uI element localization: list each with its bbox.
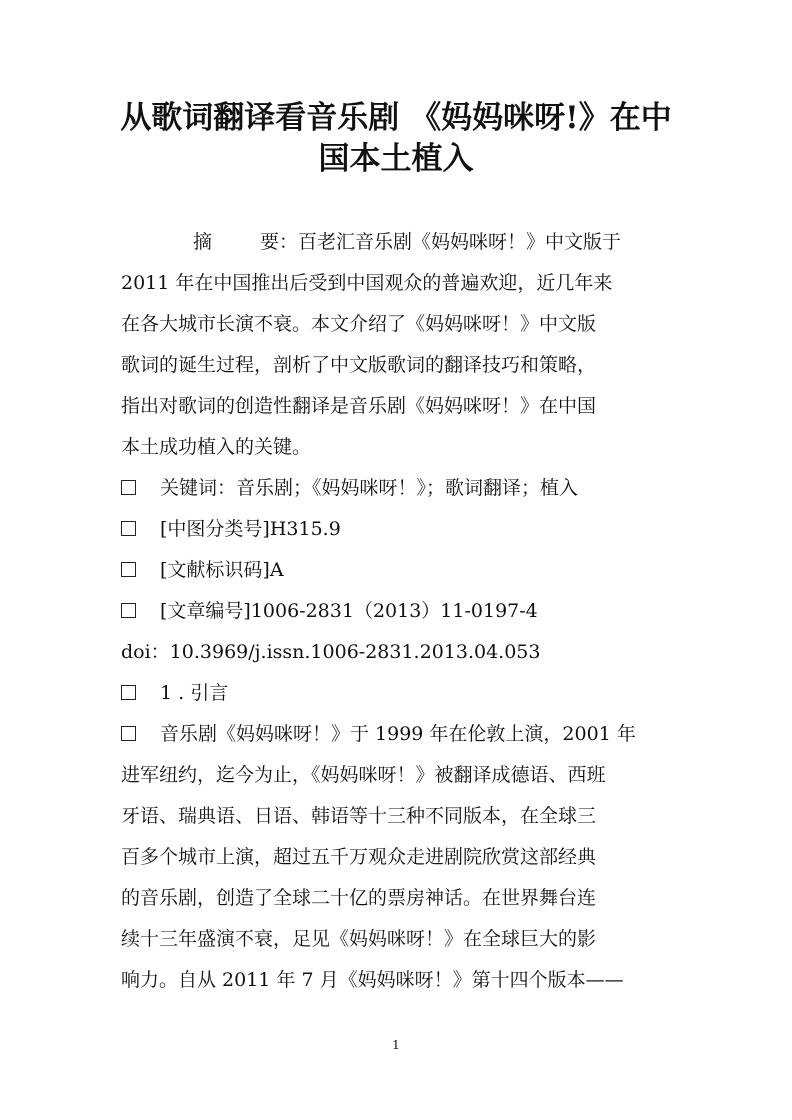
section-line-5: 续十三年盛演不衰，足见《妈妈咪呀！》在全球巨大的影 [121, 928, 597, 950]
article-no-text: [文章编号]1006-2831（2013）11-0197-4 [160, 600, 538, 622]
abstract-label-a: 摘 [193, 231, 213, 253]
title-line-1: 从歌词翻译看音乐剧 《妈妈咪呀!》在中 [120, 100, 672, 133]
abstract-line-4: 指出对歌词的创造性翻译是音乐剧《妈妈咪呀！》在中国 [121, 395, 597, 417]
abstract-line-0: 百老汇音乐剧《妈妈咪呀！》中文版于 [298, 231, 622, 253]
checkbox-square-icon [121, 726, 136, 741]
abstract-label-b: 要： [260, 231, 299, 253]
abstract-line-1: 2011 年在中国推出后受到中国观众的普遍欢迎，近几年来 [121, 272, 613, 294]
keywords-text: 关键词：音乐剧；《妈妈咪呀！》；歌词翻译；植入 [160, 477, 579, 499]
section-line-0-wrap [121, 714, 669, 755]
abstract-first-line [121, 222, 669, 263]
checkbox-square-icon [121, 685, 136, 700]
abstract-line-3: 歌词的诞生过程，剖析了中文版歌词的翻译技巧和策略， [121, 354, 597, 376]
abstract-line-5: 本土成功植入的关键。 [121, 436, 312, 458]
section-line-1: 进军纽约，迄今为止，《妈妈咪呀！》被翻译成德语、西班 [121, 764, 606, 786]
page-number: 1 [392, 1038, 400, 1052]
section-line-4: 的音乐剧，创造了全球二十亿的票房神话。在世界舞台连 [121, 887, 597, 909]
section-line-6: 响力。自从 2011 年 7 月《妈妈咪呀！》第十四个版本—— [121, 969, 624, 991]
section-line-3: 百多个城市上演，超过五千万观众走进剧院欣赏这部经典 [121, 846, 597, 868]
title-line-2: 国本土植入 [318, 141, 474, 174]
clc-text: [中图分类号]H315.9 [160, 518, 341, 540]
doc-code-text: [文献标识码]A [160, 559, 284, 581]
checkbox-square-icon [121, 603, 136, 618]
article-body [121, 222, 669, 1001]
clc-line [121, 509, 669, 550]
keywords-line [121, 468, 669, 509]
section-heading: 1 . 引言 [160, 682, 229, 704]
checkbox-square-icon [121, 521, 136, 536]
article-title [100, 92, 692, 174]
article-no-line [121, 591, 669, 632]
section-line-2: 牙语、瑞典语、日语、韩语等十三种不同版本，在全球三 [121, 805, 597, 827]
checkbox-square-icon [121, 562, 136, 577]
doc-code-line [121, 550, 669, 591]
checkbox-square-icon [121, 480, 136, 495]
abstract-line-2: 在各大城市长演不衰。本文介绍了《妈妈咪呀！》中文版 [121, 313, 597, 335]
doi-line: doi：10.3969/j.issn.1006-2831.2013.04.053 [121, 641, 541, 663]
section-heading-line [121, 673, 669, 714]
section-line-0: 音乐剧《妈妈咪呀！》于 1999 年在伦敦上演，2001 年 [160, 723, 636, 745]
